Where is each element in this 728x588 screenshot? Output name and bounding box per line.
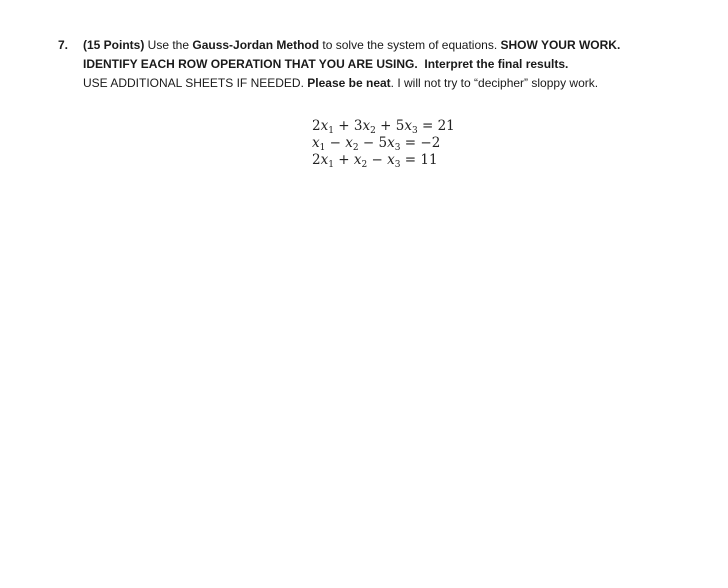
eq1-rhs: = 21 <box>417 118 455 134</box>
points-label: (15 Points) <box>83 38 145 52</box>
eq3-op-1: + <box>333 152 354 168</box>
problem-number: 7. <box>58 38 69 52</box>
eq3-rhs: = 11 <box>400 152 438 168</box>
eq3-var-3: x <box>387 152 395 168</box>
eq2-rhs: = −2 <box>400 135 441 151</box>
eq1-var-1: x <box>320 118 329 134</box>
eq1-sub-1: 1 <box>328 126 334 136</box>
eq2-var-2: x <box>345 135 353 151</box>
eq3-op-2: − <box>367 152 388 168</box>
eq2-sub-1: 1 <box>319 143 326 153</box>
eq3-var-1: x <box>320 152 329 168</box>
eq2-coef-3: 5 <box>378 135 388 151</box>
eq1-op-1: + <box>333 118 354 134</box>
interpret-note: Interpret the final results. <box>424 57 569 71</box>
eq3-sub-3: 3 <box>394 160 401 170</box>
eq2-var-3: x <box>387 135 395 151</box>
eq2-sub-2: 2 <box>352 143 359 153</box>
eq1-var-3: x <box>404 118 412 134</box>
problem-line-2 <box>58 55 708 74</box>
equation-2 <box>312 135 455 152</box>
eq1-sub-3: 3 <box>411 126 418 136</box>
eq3-sub-1: 1 <box>328 160 334 170</box>
problem-7 <box>58 36 708 93</box>
eq1-coef-2: 3 <box>353 118 363 134</box>
eq2-op-1: − <box>325 135 346 151</box>
method-name: Gauss-Jordan Method <box>192 38 320 52</box>
eq2-op-2: − <box>358 135 379 151</box>
eq1-coef-3: 5 <box>395 118 405 134</box>
eq1-var-2: x <box>362 118 371 134</box>
eq2-sub-3: 3 <box>394 143 401 153</box>
equation-1 <box>312 118 455 135</box>
eq3-sub-2: 2 <box>361 160 368 170</box>
problem-line-1 <box>58 36 708 55</box>
neat-note: Please be neat <box>307 76 391 90</box>
eq1-sub-2: 2 <box>370 126 376 136</box>
decipher-note: . I will not try to “decipher” sloppy work. <box>390 76 599 90</box>
instruction-text-2: to solve the system of equations. <box>319 38 501 52</box>
problem-line-3 <box>58 74 708 93</box>
show-work-note: SHOW YOUR WORK. <box>500 38 621 52</box>
eq3-coef-1: 2 <box>312 152 321 168</box>
additional-sheets-note: USE ADDITIONAL SHEETS IF NEEDED. <box>83 76 308 90</box>
equation-system <box>312 118 455 169</box>
eq1-coef-1: 2 <box>312 118 321 134</box>
eq2-var-1: x <box>312 135 320 151</box>
instruction-text-1: Use the <box>144 38 193 52</box>
eq3-var-2: x <box>353 152 362 168</box>
identify-note: IDENTIFY EACH ROW OPERATION THAT YOU ARE USING. <box>83 57 418 71</box>
equation-3 <box>312 152 455 169</box>
eq1-op-2: + <box>375 118 396 134</box>
